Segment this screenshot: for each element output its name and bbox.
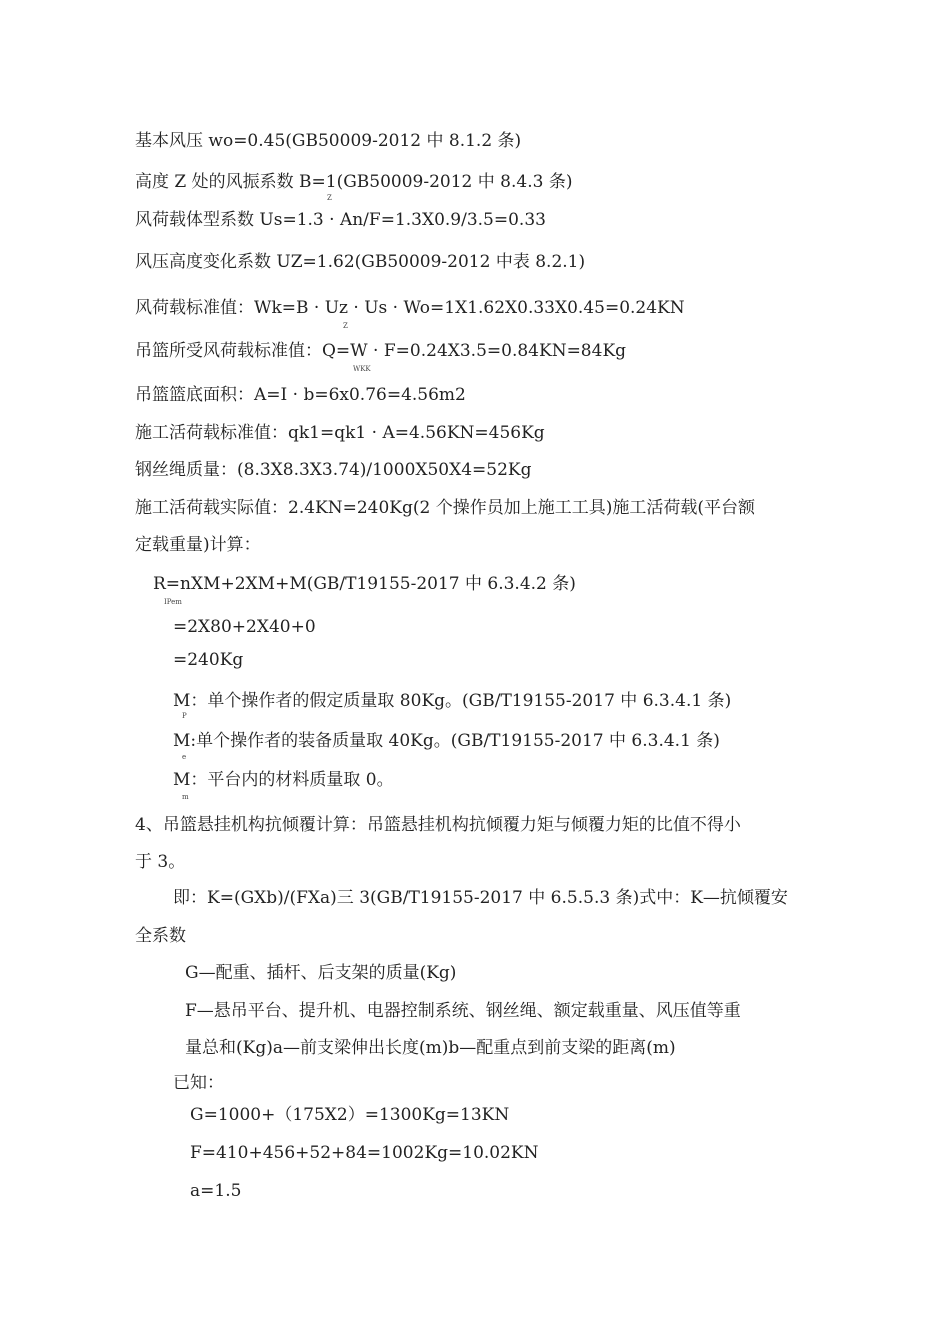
text-line: M：单个操作者的假定质量取 80Kg。(GB/T19155-2017 中 6.3.4.1 条) xyxy=(173,691,732,711)
text-line: 于 3。 xyxy=(135,852,186,872)
subscript: P xyxy=(182,712,187,720)
text-line: G—配重、插杆、后支架的质量(Kg) xyxy=(185,963,457,983)
text-line: 风荷载体型系数 Us=1.3 · An/F=1.3X0.9/3.5=0.33 xyxy=(135,210,546,230)
text-line: 4、吊篮悬挂机构抗倾覆计算：吊篮悬挂机构抗倾覆力矩与倾覆力矩的比值不得小 xyxy=(135,815,741,835)
text-line: 高度 Z 处的风振系数 B=1(GB50009-2012 中 8.4.3 条) xyxy=(135,172,573,192)
text-line: M：平台内的材料质量取 0。 xyxy=(173,770,394,790)
text-line: =240Kg xyxy=(173,650,244,670)
text-line: G=1000+（175X2）=1300Kg=13KN xyxy=(190,1105,510,1125)
text-line: 风荷载标准值：Wk=B · Uz · Us · Wo=1X1.62X0.33X0.45=0.24KN xyxy=(135,298,685,318)
text-line: R=nXM+2XM+M(GB/T19155-2017 中 6.3.4.2 条) xyxy=(153,574,576,594)
text-line: a=1.5 xyxy=(190,1181,242,1201)
text-line: 风压高度变化系数 UZ=1.62(GB50009-2012 中表 8.2.1) xyxy=(135,252,586,272)
text-line: 吊篮篮底面积：A=I · b=6x0.76=4.56m2 xyxy=(135,385,466,405)
text-line: 吊篮所受风荷载标准值：Q=W · F=0.24X3.5=0.84KN=84Kg xyxy=(135,341,627,361)
text-line: M:单个操作者的装备质量取 40Kg。(GB/T19155-2017 中 6.3.4.1 条) xyxy=(173,731,720,751)
text-line: 钢丝绳质量：(8.3X8.3X3.74)/1000X50X4=52Kg xyxy=(135,460,532,480)
text-line: 施工活荷载实际值：2.4KN=240Kg(2 个操作员加上施工工具)施工活荷载(平台额 xyxy=(135,498,756,518)
subscript: m xyxy=(182,793,189,801)
subscript: Z xyxy=(327,194,332,202)
subscript: Z xyxy=(343,322,348,330)
text-line: 全系数 xyxy=(135,926,186,946)
text-line: =2X80+2X40+0 xyxy=(173,617,316,637)
text-line: 定载重量)计算： xyxy=(135,535,261,555)
text-line: F—悬吊平台、提升机、电器控制系统、钢丝绳、额定载重量、风压值等重 xyxy=(185,1001,741,1021)
subscript: IPem xyxy=(164,598,182,606)
text-line: 量总和(Kg)a—前支梁伸出长度(m)b—配重点到前支梁的距离(m) xyxy=(185,1038,676,1058)
text-line: 基本风压 wo=0.45(GB50009-2012 中 8.1.2 条) xyxy=(135,131,522,151)
subscript: e xyxy=(182,753,187,761)
text-line: 已知： xyxy=(173,1073,224,1093)
text-line: F=410+456+52+84=1002Kg=10.02KN xyxy=(190,1143,539,1163)
text-line: 即：K=(GXb)/(FXa)三 3(GB/T19155-2017 中 6.5.5.3 条)式中：K—抗倾覆安 xyxy=(173,888,788,908)
subscript: WKK xyxy=(353,365,371,373)
text-line: 施工活荷载标准值：qk1=qk1 · A=4.56KN=456Kg xyxy=(135,423,545,443)
